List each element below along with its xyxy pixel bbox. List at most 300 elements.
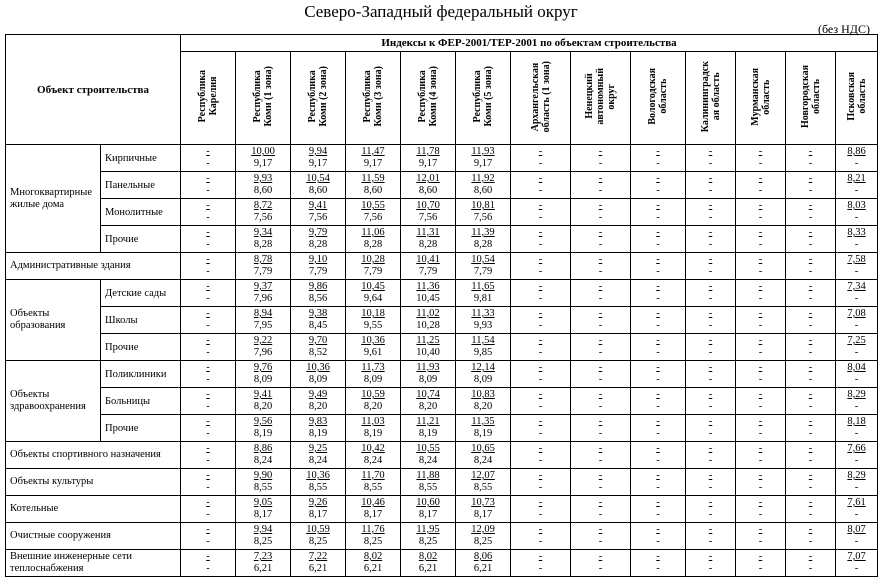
index-cell [456, 442, 511, 469]
index-value-top: 11,73 [361, 362, 385, 373]
index-value-top: - [708, 443, 713, 454]
index-value-top: 10,60 [416, 497, 440, 508]
index-value-top: - [808, 227, 813, 238]
index-value-top: 11,70 [361, 470, 385, 481]
index-cell [346, 361, 401, 388]
index-value-bottom: 6,21 [253, 563, 273, 574]
index-cell [181, 442, 236, 469]
index-value-bottom: 7,56 [363, 212, 383, 223]
index-cell [181, 415, 236, 442]
index-value-top: 7,23 [253, 551, 273, 562]
index-value-top: - [206, 254, 210, 265]
index-cell [401, 226, 456, 253]
index-value-top: - [656, 416, 660, 427]
index-value-bottom: - [206, 536, 210, 547]
index-value-bottom: 8,09 [473, 374, 493, 385]
index-cell [291, 388, 346, 415]
index-cell [456, 415, 511, 442]
index-value-top: 8,04 [847, 362, 866, 373]
index-cell [686, 334, 736, 361]
object-subtype-label: Детские сады [101, 280, 181, 307]
index-cell [686, 550, 736, 577]
index-value-bottom: - [656, 212, 660, 223]
index-value-top: 11,25 [416, 335, 440, 346]
table-row [6, 145, 878, 172]
index-cell [786, 307, 836, 334]
index-cell [511, 388, 571, 415]
index-value-top: - [708, 335, 713, 346]
region-column-header [181, 52, 236, 145]
index-value-top: - [598, 551, 603, 562]
index-value-top: 11,76 [361, 524, 385, 535]
index-cell [181, 280, 236, 307]
index-value-top: 9,56 [253, 416, 273, 427]
index-value-top: 8,02 [418, 551, 438, 562]
index-value-bottom: - [808, 536, 813, 547]
region-column-header [786, 52, 836, 145]
index-value-top: - [808, 335, 813, 346]
index-value-bottom: - [598, 266, 603, 277]
index-value-bottom: 8,25 [418, 536, 438, 547]
index-value-top: 11,47 [361, 146, 385, 157]
index-cell [571, 388, 631, 415]
index-cell [786, 280, 836, 307]
index-value-top: 11,39 [471, 227, 495, 238]
index-value-bottom: - [854, 455, 859, 466]
index-cell [571, 334, 631, 361]
index-value-top: - [656, 281, 660, 292]
index-value-top: - [538, 497, 543, 508]
index-value-top: 10,54 [306, 173, 330, 184]
index-value-bottom: 7,79 [253, 266, 273, 277]
index-cell [736, 172, 786, 199]
index-value-top: - [708, 146, 713, 157]
index-value-bottom: 8,09 [363, 374, 383, 385]
index-value-top: - [808, 389, 813, 400]
index-cell [511, 469, 571, 496]
region-name: Калининградск ая область [699, 60, 722, 133]
index-value-top: - [538, 254, 543, 265]
index-cell [631, 442, 686, 469]
index-value-top: - [708, 173, 713, 184]
index-value-bottom: 8,56 [308, 293, 328, 304]
index-value-bottom: - [808, 482, 813, 493]
index-value-bottom: 8,20 [363, 401, 383, 412]
index-value-top: 9,90 [253, 470, 273, 481]
table-row [6, 307, 878, 334]
index-value-top: - [656, 173, 660, 184]
index-value-bottom: - [538, 509, 543, 520]
index-value-bottom: - [538, 320, 543, 331]
region-column-header [456, 52, 511, 145]
index-value-top: 7,07 [847, 551, 866, 562]
index-value-bottom: 9,64 [363, 293, 383, 304]
index-cell [511, 307, 571, 334]
index-value-bottom: 9,55 [363, 320, 383, 331]
region-column-header [401, 52, 456, 145]
index-cell [181, 388, 236, 415]
index-value-top: - [206, 416, 210, 427]
index-value-top: - [808, 200, 813, 211]
index-value-bottom: - [538, 185, 543, 196]
index-value-top: - [758, 173, 763, 184]
index-cell [631, 388, 686, 415]
index-cell [736, 253, 786, 280]
index-value-top: - [758, 146, 763, 157]
index-cell [346, 496, 401, 523]
index-value-top: - [206, 470, 210, 481]
index-value-bottom: - [758, 455, 763, 466]
index-cell [456, 307, 511, 334]
index-cell [511, 334, 571, 361]
index-value-bottom: 7,79 [363, 266, 383, 277]
index-value-top: 11,06 [361, 227, 385, 238]
index-value-top: 7,66 [847, 443, 866, 454]
index-value-top: 11,88 [416, 470, 440, 481]
index-value-bottom: - [538, 374, 543, 385]
index-cell [346, 334, 401, 361]
index-value-top: 11,02 [416, 308, 440, 319]
object-group-label: Внешние инженерные сети теплоснабжения [6, 550, 181, 577]
object-subtype-label: Прочие [101, 226, 181, 253]
index-value-bottom: - [656, 239, 660, 250]
index-value-top: 11,21 [416, 416, 440, 427]
index-value-top: 7,58 [847, 254, 866, 265]
index-value-top: - [656, 524, 660, 535]
index-value-top: 10,59 [306, 524, 330, 535]
index-value-bottom: - [206, 266, 210, 277]
index-value-bottom: 8,60 [253, 185, 273, 196]
object-subtype-label: Монолитные [101, 199, 181, 226]
index-cell [736, 199, 786, 226]
index-value-bottom: - [206, 401, 210, 412]
index-cell [291, 415, 346, 442]
index-value-top: - [598, 200, 603, 211]
index-value-top: - [538, 389, 543, 400]
index-cell [236, 307, 291, 334]
index-value-top: - [538, 362, 543, 373]
index-value-bottom: - [656, 158, 660, 169]
index-value-bottom: - [538, 401, 543, 412]
index-value-top: 10,18 [361, 308, 385, 319]
index-value-top: - [206, 308, 210, 319]
index-value-top: - [598, 443, 603, 454]
index-value-bottom: - [206, 239, 210, 250]
index-value-bottom: 8,55 [363, 482, 383, 493]
index-value-top: 11,54 [471, 335, 495, 346]
index-value-top: - [808, 362, 813, 373]
index-cell [786, 469, 836, 496]
index-value-top: - [538, 308, 543, 319]
index-value-top: - [538, 173, 543, 184]
index-value-bottom: 8,17 [253, 509, 273, 520]
index-cell [401, 388, 456, 415]
index-cell [511, 280, 571, 307]
index-cell [511, 172, 571, 199]
index-value-bottom: - [598, 374, 603, 385]
index-cell [686, 361, 736, 388]
index-value-bottom: 8,09 [308, 374, 328, 385]
index-value-bottom: - [708, 482, 713, 493]
index-cell [401, 307, 456, 334]
index-cell [236, 199, 291, 226]
index-value-top: - [758, 497, 763, 508]
index-value-top: - [538, 551, 543, 562]
index-value-top: - [656, 227, 660, 238]
index-value-bottom: - [538, 482, 543, 493]
index-cell [181, 550, 236, 577]
index-value-bottom: 7,56 [253, 212, 273, 223]
index-cell [346, 145, 401, 172]
index-cell [511, 199, 571, 226]
index-value-top: 11,95 [416, 524, 440, 535]
index-cell [456, 496, 511, 523]
index-value-bottom: - [708, 401, 713, 412]
index-cell [401, 145, 456, 172]
region-column-header [236, 52, 291, 145]
index-cell [786, 550, 836, 577]
index-value-bottom: 8,20 [418, 401, 438, 412]
index-value-bottom: - [708, 374, 713, 385]
index-value-top: 9,86 [308, 281, 328, 292]
index-value-bottom: 8,19 [308, 428, 328, 439]
index-value-bottom: - [656, 536, 660, 547]
index-cell [181, 172, 236, 199]
index-value-bottom: - [206, 185, 210, 196]
index-cell [736, 145, 786, 172]
index-cell [346, 523, 401, 550]
index-value-bottom: - [598, 212, 603, 223]
object-group-label: Многоквартирные жилые дома [6, 145, 101, 253]
index-value-bottom: 7,79 [308, 266, 328, 277]
index-value-top: 10,83 [471, 389, 495, 400]
index-value-bottom: - [598, 185, 603, 196]
region-name: Республика Коми (2 зона) [307, 66, 330, 127]
index-value-bottom: 8,52 [308, 347, 328, 358]
index-cell [346, 442, 401, 469]
index-value-bottom: - [758, 401, 763, 412]
index-value-bottom: 8,25 [473, 536, 493, 547]
index-value-bottom: 8,28 [363, 239, 383, 250]
index-cell [236, 415, 291, 442]
index-value-top: - [758, 335, 763, 346]
index-value-top: 7,08 [847, 308, 866, 319]
index-cell [511, 253, 571, 280]
index-value-bottom: - [598, 455, 603, 466]
table-row [6, 442, 878, 469]
index-value-top: 10,42 [361, 443, 385, 454]
index-cell [736, 226, 786, 253]
index-value-bottom: - [854, 401, 859, 412]
index-value-top: 11,65 [471, 281, 495, 292]
index-value-top: - [206, 497, 210, 508]
index-cell [686, 388, 736, 415]
index-value-top: 12,01 [416, 173, 440, 184]
index-value-top: - [708, 470, 713, 481]
page-title: Северо-Западный федеральный округ [304, 2, 578, 21]
index-cell [571, 469, 631, 496]
index-cell [631, 334, 686, 361]
index-cell [181, 334, 236, 361]
index-value-top: - [598, 146, 603, 157]
index-cell [686, 145, 736, 172]
index-value-bottom: - [854, 428, 859, 439]
index-cell [686, 226, 736, 253]
index-cell [631, 145, 686, 172]
region-name: Республика Коми (1 зона) [252, 66, 275, 127]
index-value-top: - [598, 416, 603, 427]
index-cell [786, 361, 836, 388]
index-value-bottom: - [708, 347, 713, 358]
index-value-bottom: - [708, 212, 713, 223]
index-value-top: 10,28 [361, 254, 385, 265]
index-cell [181, 199, 236, 226]
table-row [6, 172, 878, 199]
index-value-bottom: - [854, 293, 859, 304]
object-subtype-label: Кирпичные [101, 145, 181, 172]
index-cell [401, 334, 456, 361]
index-cell [686, 523, 736, 550]
index-value-bottom: 8,25 [363, 536, 383, 547]
index-value-top: 11,03 [361, 416, 385, 427]
index-value-top: - [656, 389, 660, 400]
index-cell [236, 496, 291, 523]
index-value-top: - [656, 200, 660, 211]
index-cell [181, 496, 236, 523]
index-value-bottom: 8,20 [473, 401, 493, 412]
index-cell [631, 523, 686, 550]
region-column-header [511, 52, 571, 145]
index-value-top: 9,37 [253, 281, 273, 292]
index-cell [291, 307, 346, 334]
index-value-bottom: - [598, 509, 603, 520]
index-value-bottom: 8,24 [253, 455, 273, 466]
index-cell [456, 280, 511, 307]
index-cell [686, 199, 736, 226]
index-cell [736, 280, 786, 307]
index-value-top: 11,31 [416, 227, 440, 238]
index-value-top: - [656, 362, 660, 373]
index-value-top: 10,65 [471, 443, 495, 454]
index-cell [631, 415, 686, 442]
index-value-bottom: - [758, 509, 763, 520]
index-value-top: 10,45 [361, 281, 385, 292]
index-value-top: - [708, 227, 713, 238]
index-value-top: - [206, 443, 210, 454]
index-cell [836, 361, 878, 388]
index-value-top: - [656, 470, 660, 481]
table-row [6, 334, 878, 361]
index-value-bottom: - [808, 185, 813, 196]
index-cell [401, 253, 456, 280]
index-value-top: 9,49 [308, 389, 328, 400]
index-cell [346, 280, 401, 307]
index-cell [686, 253, 736, 280]
index-value-top: - [656, 551, 660, 562]
table-row [6, 280, 878, 307]
index-value-bottom: - [708, 320, 713, 331]
index-value-bottom: - [206, 428, 210, 439]
index-value-bottom: - [758, 428, 763, 439]
index-value-top: - [538, 146, 543, 157]
index-value-top: - [598, 308, 603, 319]
index-value-bottom: 10,40 [416, 347, 440, 358]
region-column-header [631, 52, 686, 145]
index-value-top: 9,41 [308, 200, 328, 211]
index-value-top: 11,93 [416, 362, 440, 373]
index-cell [236, 334, 291, 361]
index-cell [291, 253, 346, 280]
index-cell [736, 361, 786, 388]
index-value-top: 11,33 [471, 308, 495, 319]
index-value-bottom: - [656, 455, 660, 466]
index-cell [686, 496, 736, 523]
index-value-bottom: - [656, 185, 660, 196]
index-value-top: - [538, 227, 543, 238]
object-column-header: Объект строительства [6, 35, 181, 145]
index-cell [291, 199, 346, 226]
index-value-bottom: - [206, 293, 210, 304]
table-row [6, 469, 878, 496]
index-value-bottom: 8,20 [253, 401, 273, 412]
index-cell [401, 523, 456, 550]
index-value-bottom: 8,28 [253, 239, 273, 250]
index-value-bottom: - [598, 347, 603, 358]
index-cell [786, 388, 836, 415]
index-value-bottom: - [758, 212, 763, 223]
index-value-top: 12,14 [471, 362, 495, 373]
index-cell [736, 496, 786, 523]
index-value-bottom: 7,96 [253, 293, 273, 304]
index-cell [836, 523, 878, 550]
index-value-top: - [656, 497, 660, 508]
index-cell [571, 226, 631, 253]
object-group-label: Котельные [6, 496, 181, 523]
index-cell [786, 523, 836, 550]
index-value-bottom: - [758, 374, 763, 385]
index-cell [346, 253, 401, 280]
index-cell [401, 280, 456, 307]
index-value-bottom: 8,09 [253, 374, 273, 385]
index-value-top: - [656, 443, 660, 454]
index-value-bottom: 8,17 [308, 509, 328, 520]
index-value-bottom: 9,81 [473, 293, 493, 304]
index-value-top: - [206, 281, 210, 292]
index-value-bottom: - [538, 266, 543, 277]
index-cell [456, 469, 511, 496]
index-value-top: 10,46 [361, 497, 385, 508]
index-cell [181, 469, 236, 496]
index-value-bottom: 6,21 [418, 563, 438, 574]
index-cell [236, 469, 291, 496]
index-value-top: - [758, 443, 763, 454]
index-value-bottom: 10,45 [416, 293, 440, 304]
index-cell [236, 523, 291, 550]
index-value-top: - [598, 362, 603, 373]
index-value-top: - [538, 200, 543, 211]
index-value-bottom: - [538, 563, 543, 574]
index-value-bottom: 9,17 [473, 158, 493, 169]
index-value-top: - [808, 470, 813, 481]
table-row [6, 226, 878, 253]
index-cell [786, 145, 836, 172]
index-value-bottom: 8,17 [418, 509, 438, 520]
index-value-bottom: - [656, 401, 660, 412]
index-value-bottom: - [598, 320, 603, 331]
region-column-header [836, 52, 878, 145]
index-value-top: 8,02 [363, 551, 383, 562]
index-value-bottom: - [598, 158, 603, 169]
